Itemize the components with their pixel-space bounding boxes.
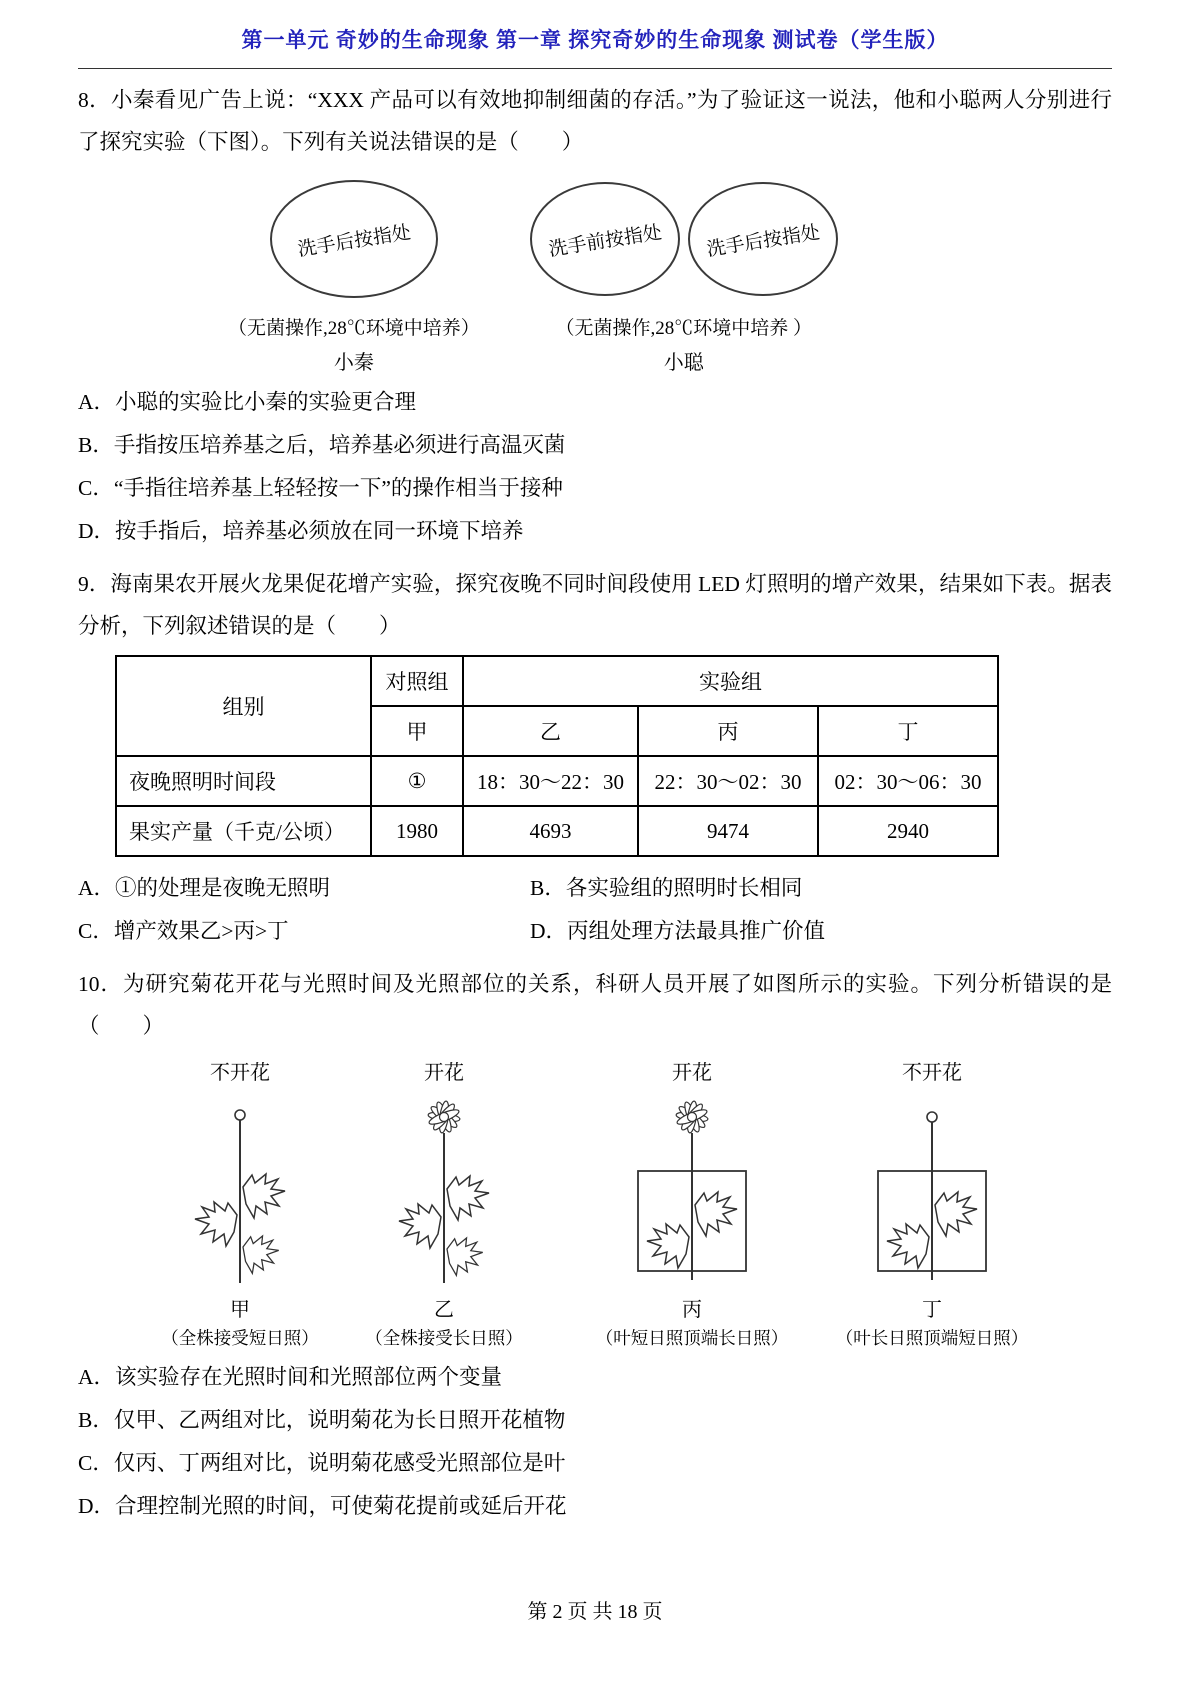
question-8-options <box>78 381 1112 553</box>
table-subheader-jia: 甲 <box>371 706 463 756</box>
leaf-icon <box>399 1204 441 1248</box>
question-8-option-a: A．小聪的实验比小秦的实验更合理 <box>78 390 417 414</box>
question-10-option-d: D．合理控制光照的时间，可使菊花提前或延后开花 <box>78 1494 567 1518</box>
question-8-option-c: C．“手指往培养基上轻轻按一下”的操作相当于接种 <box>78 476 563 500</box>
table-cell: 2940 <box>818 806 998 856</box>
question-10-text: 10．为研究菊花开花与光照时间及光照部位的关系，科研人员开展了如图所示的实验。下列分析错误的是（ ） <box>78 972 1112 1038</box>
flower-icon <box>428 1101 461 1134</box>
plant-illustration-ding <box>847 1087 1017 1297</box>
bud-icon <box>927 1112 937 1122</box>
question-8-figure <box>228 177 1112 375</box>
question-9-option-d: D．丙组处理方法最具推广价值 <box>530 919 826 943</box>
table-cell: 1980 <box>371 806 463 856</box>
leaf-icon <box>647 1224 689 1268</box>
plant-name-label: 甲 <box>230 1299 250 1321</box>
table-cell: 18：30〜22：30 <box>463 756 638 806</box>
leaf-icon <box>447 1176 489 1220</box>
table-cell: 4693 <box>463 806 638 856</box>
table-header-experiment: 实验组 <box>463 656 998 706</box>
row-label-fruit-yield: 果实产量（千克/公顷） <box>116 806 371 856</box>
question-9-option-b: B．各实验组的照明时长相同 <box>530 876 803 900</box>
table-cell: ① <box>371 756 463 806</box>
question-8-option-d: D．按手指后，培养基必须放在同一环境下培养 <box>78 519 524 543</box>
flowering-status-label: 不开花 <box>902 1062 962 1084</box>
table-subheader-yi: 乙 <box>463 706 638 756</box>
question-8-text: 8．小秦看见广告上说：“XXX 产品可以有效地抑制细菌的存活。”为了验证这一说法，他和小聪两人分别进行了探究实验（下图）。下列有关说法错误的是（ ） <box>78 88 1112 154</box>
bud-icon <box>235 1110 245 1120</box>
question-9-text: 9．海南果农开展火龙果促花增产实验，探究夜晚不同时间段使用 LED 灯照明的增产效果，结果如下表。据表分析，下列叙述错误的是（ ） <box>78 572 1112 638</box>
question-10-option-b: B．仅甲、乙两组对比，说明菊花为长日照开花植物 <box>78 1408 566 1432</box>
figure-caption: （无菌操作,28℃环境中培养 ） <box>555 318 813 339</box>
question-10-figure <box>78 1059 1112 1350</box>
question-9-option-c: C．增产效果乙>丙>丁 <box>78 919 289 943</box>
question-10-option-a: A．该实验存在光照时间和光照部位两个变量 <box>78 1365 503 1389</box>
plant-name-label: 丁 <box>922 1299 942 1321</box>
question-8 <box>78 79 1112 553</box>
table-cell: 22：30〜02：30 <box>638 756 818 806</box>
flowering-status-label: 开花 <box>424 1062 464 1084</box>
leaf-icon <box>243 1174 285 1218</box>
plant-yi <box>346 1059 542 1350</box>
plant-caption: （全株接受长日照） <box>365 1328 523 1348</box>
xiaocong-experiment <box>530 177 838 375</box>
flower-icon <box>676 1101 709 1134</box>
dish-label: 洗手后按指处 <box>296 221 413 261</box>
leaf-icon <box>195 1202 237 1246</box>
table-row <box>116 756 998 806</box>
table-row <box>116 656 998 706</box>
petri-dish-icon <box>270 180 438 298</box>
leaf-icon <box>935 1192 977 1236</box>
figure-caption: （无菌操作,28℃环境中培养） <box>228 318 480 339</box>
dish-label: 洗手后按指处 <box>705 221 822 261</box>
xiaoqin-experiment <box>228 177 480 375</box>
question-10-option-c: C．仅丙、丁两组对比，说明菊花感受光照部位是叶 <box>78 1451 566 1475</box>
question-9-table <box>115 655 999 857</box>
flowering-status-label: 不开花 <box>210 1062 270 1084</box>
question-8-option-b: B．手指按压培养基之后，培养基必须进行高温灭菌 <box>78 433 566 457</box>
question-9-options <box>78 867 1112 953</box>
leaf-icon <box>695 1192 737 1236</box>
plant-illustration-yi <box>359 1087 529 1297</box>
table-cell: 9474 <box>638 806 818 856</box>
question-9-option-a: A．①的处理是夜晚无照明 <box>78 876 331 900</box>
plant-name-label: 乙 <box>434 1299 454 1321</box>
table-header-group: 组别 <box>116 656 371 756</box>
table-subheader-bing: 丙 <box>638 706 818 756</box>
leaf-icon <box>447 1238 483 1275</box>
question-9 <box>78 563 1112 953</box>
dish-row <box>530 177 838 301</box>
table-row <box>116 806 998 856</box>
plant-name-label: 丙 <box>682 1299 702 1321</box>
table-header-control: 对照组 <box>371 656 463 706</box>
row-label-lighting-period: 夜晚照明时间段 <box>116 756 371 806</box>
page-header <box>78 24 1112 69</box>
plant-illustration-bing <box>607 1087 777 1297</box>
plant-caption: （叶长日照顶端短日照） <box>835 1328 1029 1348</box>
page-title: 第一单元 奇妙的生命现象 第一章 探究奇妙的生命现象 测试卷（学生版） <box>241 28 949 52</box>
flowering-status-label: 开花 <box>672 1062 712 1084</box>
petri-dish-icon <box>530 182 680 296</box>
plant-caption: （全株接受短日照） <box>161 1328 319 1348</box>
dish-label: 洗手前按指处 <box>547 221 664 261</box>
table-cell: 02：30〜06：30 <box>818 756 998 806</box>
plant-caption: （叶短日照顶端长日照） <box>595 1328 789 1348</box>
plant-ding <box>816 1059 1048 1350</box>
plant-jia <box>142 1059 338 1350</box>
petri-dish-icon <box>688 182 838 296</box>
question-10-options <box>78 1356 1112 1528</box>
plant-bing <box>576 1059 808 1350</box>
question-10 <box>78 963 1112 1528</box>
plant-illustration-jia <box>155 1087 325 1297</box>
leaf-icon <box>887 1224 929 1268</box>
page-footer: 第 2 页 共 18 页 <box>527 1601 663 1623</box>
experimenter-name: 小聪 <box>663 352 704 374</box>
leaf-icon <box>243 1236 279 1273</box>
dish-row <box>228 177 480 301</box>
table-subheader-ding: 丁 <box>818 706 998 756</box>
experimenter-name: 小秦 <box>333 352 374 374</box>
